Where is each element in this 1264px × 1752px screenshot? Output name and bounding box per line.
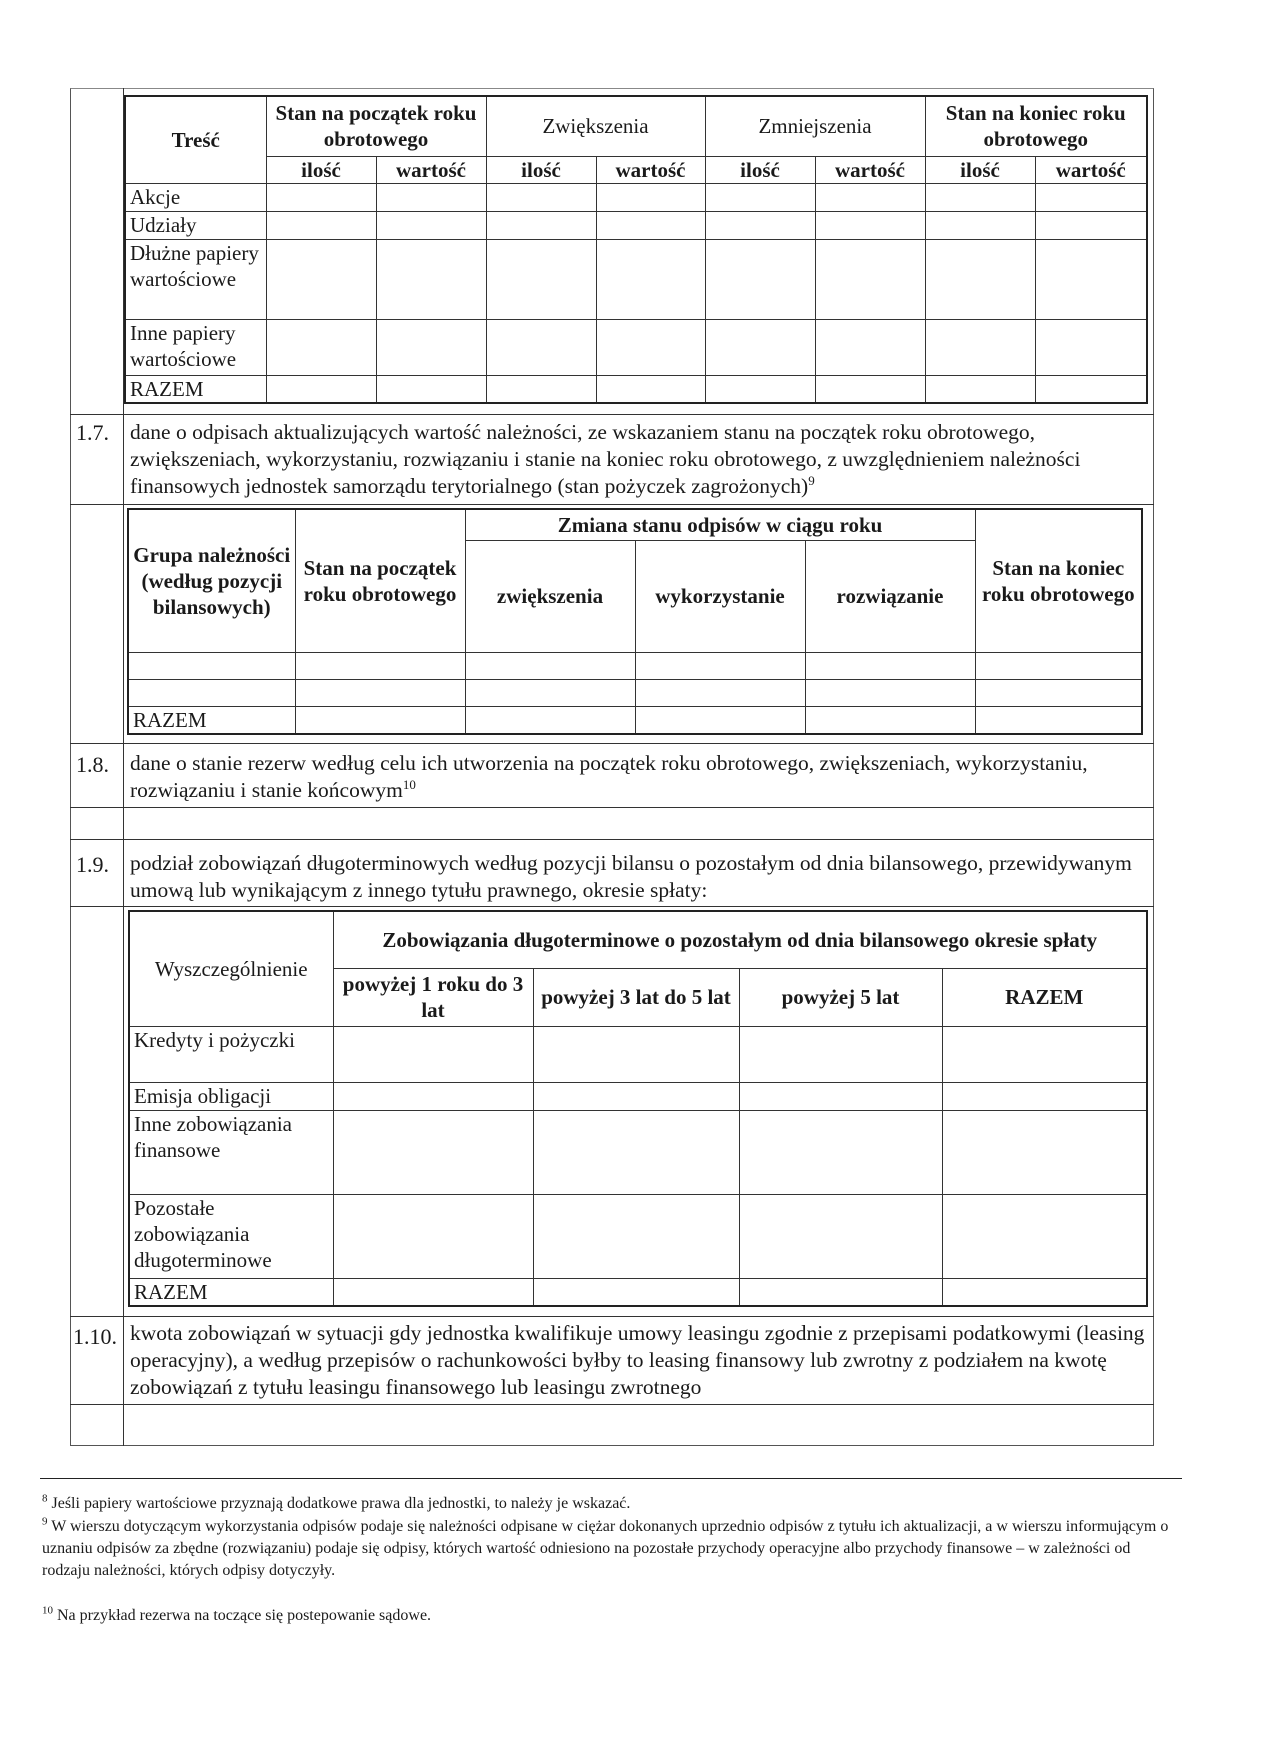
table-row	[129, 1194, 1147, 1278]
input-cell[interactable]	[266, 319, 376, 375]
input-cell[interactable]	[266, 239, 376, 319]
input-cell[interactable]	[596, 183, 705, 211]
table-row	[125, 183, 1147, 211]
input-cell[interactable]	[1035, 183, 1147, 211]
col-header-total: RAZEM	[942, 968, 1147, 1026]
input-cell[interactable]	[486, 239, 596, 319]
input-cell[interactable]	[266, 211, 376, 239]
input-cell[interactable]	[739, 1110, 942, 1194]
table-row-total	[125, 375, 1147, 403]
footnote-text: Na przykład rezerwa na toczące się postepowanie sądowe.	[57, 1607, 432, 1624]
sub-header-qty: ilość	[486, 156, 596, 183]
footnote-mark: 9	[42, 1515, 48, 1528]
liabilities-table	[128, 910, 1148, 1307]
footnote	[42, 1493, 1172, 1515]
answer-field-18[interactable]	[124, 808, 1154, 838]
col-header-start: Stan na początek roku obrotowego	[295, 509, 465, 652]
row-label: Emisja obligacji	[129, 1082, 333, 1110]
row-divider	[70, 1316, 1154, 1317]
table-row	[125, 239, 1147, 319]
table-row	[128, 679, 1142, 706]
row-label-total: RAZEM	[125, 375, 266, 403]
input-cell[interactable]	[533, 1194, 739, 1278]
col-header-5plus: powyżej 5 lat	[739, 968, 942, 1026]
input-cell[interactable]	[925, 183, 1035, 211]
input-cell[interactable]	[376, 239, 486, 319]
footnote-mark: 8	[42, 1492, 48, 1505]
input-cell[interactable]	[486, 183, 596, 211]
input-cell[interactable]	[1035, 375, 1147, 403]
receivables-table	[127, 508, 1143, 735]
input-cell[interactable]	[486, 319, 596, 375]
input-cell[interactable]	[1035, 319, 1147, 375]
input-cell[interactable]	[596, 319, 705, 375]
row-label: Inne papiery wartościowe	[125, 319, 266, 375]
section-text: podział zobowiązań długoterminowych według pozycji bilansu o pozostałym od dnia bilansowego, przewidywanym umową lub wynikającym z innego tytułu prawnego, okresie spłaty:	[130, 851, 1132, 902]
input-cell[interactable]	[705, 211, 815, 239]
sub-header-qty: ilość	[266, 156, 376, 183]
table-row	[125, 211, 1147, 239]
input-cell[interactable]	[635, 652, 805, 679]
input-cell[interactable]	[942, 1082, 1147, 1110]
col-header-tresc: Treść	[125, 96, 266, 183]
input-cell[interactable]	[295, 652, 465, 679]
col-header-1-3: powyżej 1 roku do 3 lat	[333, 968, 533, 1026]
input-cell[interactable]	[925, 211, 1035, 239]
input-cell[interactable]	[266, 183, 376, 211]
input-cell[interactable]	[533, 1026, 739, 1082]
row-divider	[70, 839, 1154, 840]
input-cell[interactable]	[975, 679, 1142, 706]
sub-header-qty: ilość	[705, 156, 815, 183]
row-label-total: RAZEM	[129, 1278, 333, 1306]
section-text-body: dane o stanie rezerw według celu ich utworzenia na początek roku obrotowego, zwiększeniach, wykorzystaniu, rozwiązaniu i stanie końcowym	[130, 751, 1088, 802]
footnote-ref: 9	[808, 472, 815, 488]
table-row	[129, 1110, 1147, 1194]
input-cell[interactable]	[376, 211, 486, 239]
input-cell[interactable]	[465, 652, 635, 679]
row-label: Akcje	[125, 183, 266, 211]
input-cell[interactable]	[805, 652, 975, 679]
input-cell[interactable]	[596, 239, 705, 319]
input-cell[interactable]	[533, 1082, 739, 1110]
input-cell[interactable]	[295, 706, 465, 734]
input-cell[interactable]	[333, 1278, 533, 1306]
securities-table	[124, 95, 1148, 404]
row-label: Udziały	[125, 211, 266, 239]
input-cell[interactable]	[815, 319, 925, 375]
input-cell[interactable]	[333, 1194, 533, 1278]
table-row	[129, 1026, 1147, 1082]
row-label: Pozostałe zobowiązania długoterminowe	[129, 1194, 333, 1278]
col-header-group: Zobowiązania długoterminowe o pozostałym od dnia bilansowego okresie spłaty	[333, 911, 1147, 968]
section-number: 1.8.	[76, 752, 109, 777]
input-cell[interactable]	[596, 375, 705, 403]
footnote-mark: 10	[42, 1604, 53, 1617]
input-cell[interactable]	[533, 1278, 739, 1306]
input-cell[interactable]	[705, 375, 815, 403]
table-row	[129, 1082, 1147, 1110]
section-text	[130, 750, 1152, 804]
input-cell[interactable]	[942, 1026, 1147, 1082]
answer-field-110[interactable]	[124, 1405, 1154, 1445]
input-cell[interactable]	[376, 319, 486, 375]
col-header-spec: Wyszczególnienie	[129, 911, 333, 1026]
sub-header-qty: ilość	[925, 156, 1035, 183]
input-cell[interactable]	[805, 679, 975, 706]
col-header-increase: Zwiększenia	[486, 96, 705, 156]
input-cell[interactable]	[1035, 239, 1147, 319]
row-divider	[70, 906, 1154, 907]
input-cell[interactable]	[739, 1278, 942, 1306]
input-cell[interactable]	[333, 1110, 533, 1194]
footnote-separator	[40, 1478, 1182, 1479]
col-header-3-5: powyżej 3 lat do 5 lat	[533, 968, 739, 1026]
row-label-total: RAZEM	[128, 706, 295, 734]
input-cell[interactable]	[925, 319, 1035, 375]
input-cell[interactable]	[705, 239, 815, 319]
section-text-body: dane o odpisach aktualizujących wartość należności, ze wskazaniem stanu na początek roku obrotowego, zwiększeniach, wykorzystaniu, rozwiązaniu i stanie na koniec roku obrotowego, z uwzględnieniem należności finansowych jednostek samorządu terytorialnego (stan pożyczek zagrożonych)	[130, 420, 1081, 498]
input-cell[interactable]	[128, 652, 295, 679]
input-cell[interactable]	[739, 1026, 942, 1082]
row-label: Kredyty i pożyczki	[129, 1026, 333, 1082]
input-cell[interactable]	[376, 375, 486, 403]
input-cell[interactable]	[1035, 211, 1147, 239]
section-text: kwota zobowiązań w sytuacji gdy jednostka kwalifikuje umowy leasingu zgodnie z przepisami podatkowymi (leasing operacyjny), a według przepisów o rachunkowości byłby to leasing finansowy lub zwrotny z podziałem na kwotę zobowiązań z tytułu leasingu finansowego lub leasingu zwrotnego	[130, 1321, 1145, 1399]
input-cell[interactable]	[333, 1026, 533, 1082]
col-header-end: Stan na koniec roku obrotowego	[925, 96, 1147, 156]
table-row	[128, 652, 1142, 679]
input-cell[interactable]	[942, 1110, 1147, 1194]
input-cell[interactable]	[705, 319, 815, 375]
footnote	[42, 1605, 1172, 1627]
input-cell[interactable]	[533, 1110, 739, 1194]
section-number: 1.10.	[73, 1324, 117, 1349]
col-header-released: rozwiązanie	[805, 540, 975, 652]
col-header-change: Zmiana stanu odpisów w ciągu roku	[465, 509, 975, 540]
col-header-group: Grupa należności (według pozycji bilansowych)	[128, 509, 295, 652]
input-cell[interactable]	[376, 183, 486, 211]
input-cell[interactable]	[942, 1194, 1147, 1278]
sub-header-value: wartość	[815, 156, 925, 183]
input-cell[interactable]	[705, 183, 815, 211]
input-cell[interactable]	[805, 706, 975, 734]
col-header-increase: zwiększenia	[465, 540, 635, 652]
row-divider	[70, 504, 1154, 505]
sub-header-value: wartość	[596, 156, 705, 183]
input-cell[interactable]	[739, 1194, 942, 1278]
row-label: Inne zobowiązania finansowe	[129, 1110, 333, 1194]
input-cell[interactable]	[635, 679, 805, 706]
table-row-total	[129, 1278, 1147, 1306]
input-cell[interactable]	[925, 239, 1035, 319]
sub-header-value: wartość	[376, 156, 486, 183]
section-text	[130, 419, 1152, 500]
input-cell[interactable]	[486, 211, 596, 239]
input-cell[interactable]	[975, 706, 1142, 734]
input-cell[interactable]	[815, 183, 925, 211]
input-cell[interactable]	[635, 706, 805, 734]
input-cell[interactable]	[128, 679, 295, 706]
table-row	[125, 319, 1147, 375]
input-cell[interactable]	[815, 239, 925, 319]
col-header-decrease: Zmniejszenia	[705, 96, 925, 156]
row-label: Dłużne papiery wartościowe	[125, 239, 266, 319]
row-divider	[70, 414, 1154, 415]
input-cell[interactable]	[465, 706, 635, 734]
footnote-text: Jeśli papiery wartościowe przyznają dodatkowe prawa dla jednostki, to należy je wskazać.	[51, 1495, 631, 1512]
sub-header-value: wartość	[1035, 156, 1147, 183]
footnote-ref: 10	[402, 776, 416, 792]
section-number: 1.9.	[76, 852, 109, 877]
input-cell[interactable]	[815, 375, 925, 403]
input-cell[interactable]	[815, 211, 925, 239]
input-cell[interactable]	[465, 679, 635, 706]
footnote-text: W wierszu dotyczącym wykorzystania odpisów podaje się należności odpisane w ciężar dokonanych uprzednio odpisów z tytułu ich aktualizacji, a w wierszu informującym o uznaniu odpisów za zbędne (rozwiązaniu) podaje się odpisy, których wartość odniesiono na pozostałe przychody operacyjne albo przychody finansowe – w zależności od rodzaju należności, których odpisy dotyczyły.	[42, 1518, 1169, 1579]
input-cell[interactable]	[596, 211, 705, 239]
input-cell[interactable]	[739, 1082, 942, 1110]
input-cell[interactable]	[486, 375, 596, 403]
col-header-start: Stan na początek roku obrotowego	[266, 96, 486, 156]
table-row-total	[128, 706, 1142, 734]
input-cell[interactable]	[942, 1278, 1147, 1306]
input-cell[interactable]	[295, 679, 465, 706]
col-header-end: Stan na koniec roku obrotowego	[975, 509, 1142, 652]
row-divider	[70, 743, 1154, 744]
input-cell[interactable]	[925, 375, 1035, 403]
section-number: 1.7.	[76, 420, 109, 445]
input-cell[interactable]	[333, 1082, 533, 1110]
input-cell[interactable]	[266, 375, 376, 403]
footnote	[42, 1516, 1172, 1582]
input-cell[interactable]	[975, 652, 1142, 679]
col-header-used: wykorzystanie	[635, 540, 805, 652]
